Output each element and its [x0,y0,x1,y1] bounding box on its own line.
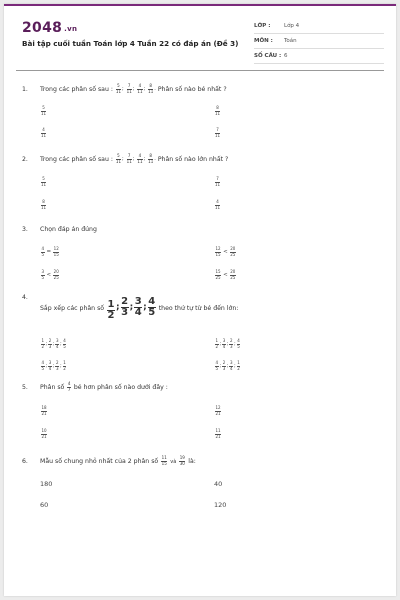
worksheet-page [4,4,396,596]
question-4: 4.Sắp xếp các phân số $\frac{1}{2}$ ; $\frac{2}{3}$ ; $\frac{3}{4}$ ; $\frac{4}{5}$ theo thứ tự từ bé đến lớn: [22,294,239,321]
q4-option-a[interactable]: $\frac{1}{2}$ ; $\frac{2}{3}$ ; $\frac{3}{4}$ ; $\frac{4}{5}$ [41,338,66,349]
q1-option-d[interactable]: $\frac{7}{11}$ [215,127,221,138]
logo[interactable]: 2048 .vn [22,20,78,36]
q3-option-d[interactable]: $\frac{15}{25}$ < $\frac{20}{25}$ [215,269,236,280]
q5-option-a[interactable]: $\frac{18}{21}$ [41,405,47,416]
meta-question-count: SỐ CÂU : 6 [254,50,384,64]
q3-option-b[interactable]: $\frac{12}{15}$ < $\frac{20}{25}$ [215,246,236,257]
question-6: 6. Mẫu số chung nhỏ nhất của 2 phân số $\frac{11}{15}$ và $\frac{19}{30}$ là: [22,455,196,466]
question-3: 3. Chọn đáp án đúng [22,226,97,233]
q4-option-c[interactable]: $\frac{4}{5}$ ; $\frac{3}{4}$ ; $\frac{2}{3}$ ; $\frac{1}{2}$ [41,360,66,371]
q6-option-c[interactable]: 60 [40,501,49,509]
q6-option-d[interactable]: 120 [214,501,227,509]
q5-option-c[interactable]: $\frac{10}{21}$ [41,428,47,439]
header [4,6,396,64]
question-5: 5. Phân số $\frac{4}{7}$ bé hơn phân số nào dưới đây : [22,381,168,392]
meta-class: LỚP : Lớp 4 [254,20,384,34]
q1-fraction-4: $\frac{8}{11}$ [148,83,154,94]
q1-option-b[interactable]: $\frac{8}{11}$ [215,105,221,116]
q1-fraction-1: $\frac{5}{11}$ [115,83,121,94]
q3-option-a[interactable]: $\frac{4}{5}$ = $\frac{12}{15}$ [41,246,59,257]
q1-option-a[interactable]: $\frac{5}{11}$ [41,105,47,116]
question-1: 1. Trong các phân số sau : $\frac{5}{11}$ ; $\frac{7}{11}$ ; $\frac{4}{11}$ ; $\frac{8}{11}$ . Phân số nào bé nhất ? [22,83,227,94]
meta-info [254,20,384,65]
q2-option-a[interactable]: $\frac{5}{11}$ [41,176,47,187]
q5-option-b[interactable]: $\frac{12}{21}$ [215,405,221,416]
q1-fraction-2: $\frac{7}{11}$ [126,83,132,94]
q1-fraction-3: $\frac{4}{11}$ [137,83,143,94]
q4-option-d[interactable]: $\frac{4}{5}$ ; $\frac{2}{3}$ ; $\frac{3}{4}$ ; $\frac{1}{2}$ [215,360,240,371]
q3-option-c[interactable]: $\frac{3}{5}$ < $\frac{20}{25}$ [41,269,59,280]
q5-option-d[interactable]: $\frac{11}{21}$ [215,428,221,439]
meta-subject: MÔN : Toán [254,35,384,49]
header-divider [16,70,384,71]
q6-option-a[interactable]: 180 [40,480,53,488]
q1-option-c[interactable]: $\frac{4}{11}$ [41,127,47,138]
q2-option-c[interactable]: $\frac{8}{11}$ [41,199,47,210]
q4-option-b[interactable]: $\frac{1}{2}$ ; $\frac{3}{4}$ ; $\frac{2}{3}$ ; $\frac{4}{5}$ [215,338,240,349]
q6-option-b[interactable]: 40 [214,480,223,488]
q2-option-b[interactable]: $\frac{7}{11}$ [215,176,221,187]
question-2: 2. Trong các phân số sau : $\frac{5}{11}$ ; $\frac{7}{11}$ ; $\frac{4}{11}$ ; $\frac{8}{11}$ . Phân số nào lớn nhất ? [22,153,229,164]
q2-option-d[interactable]: $\frac{4}{11}$ [215,199,221,210]
document-title: Bài tập cuối tuần Toán lớp 4 Tuần 22 có đáp án (Đề 3) [22,39,239,48]
